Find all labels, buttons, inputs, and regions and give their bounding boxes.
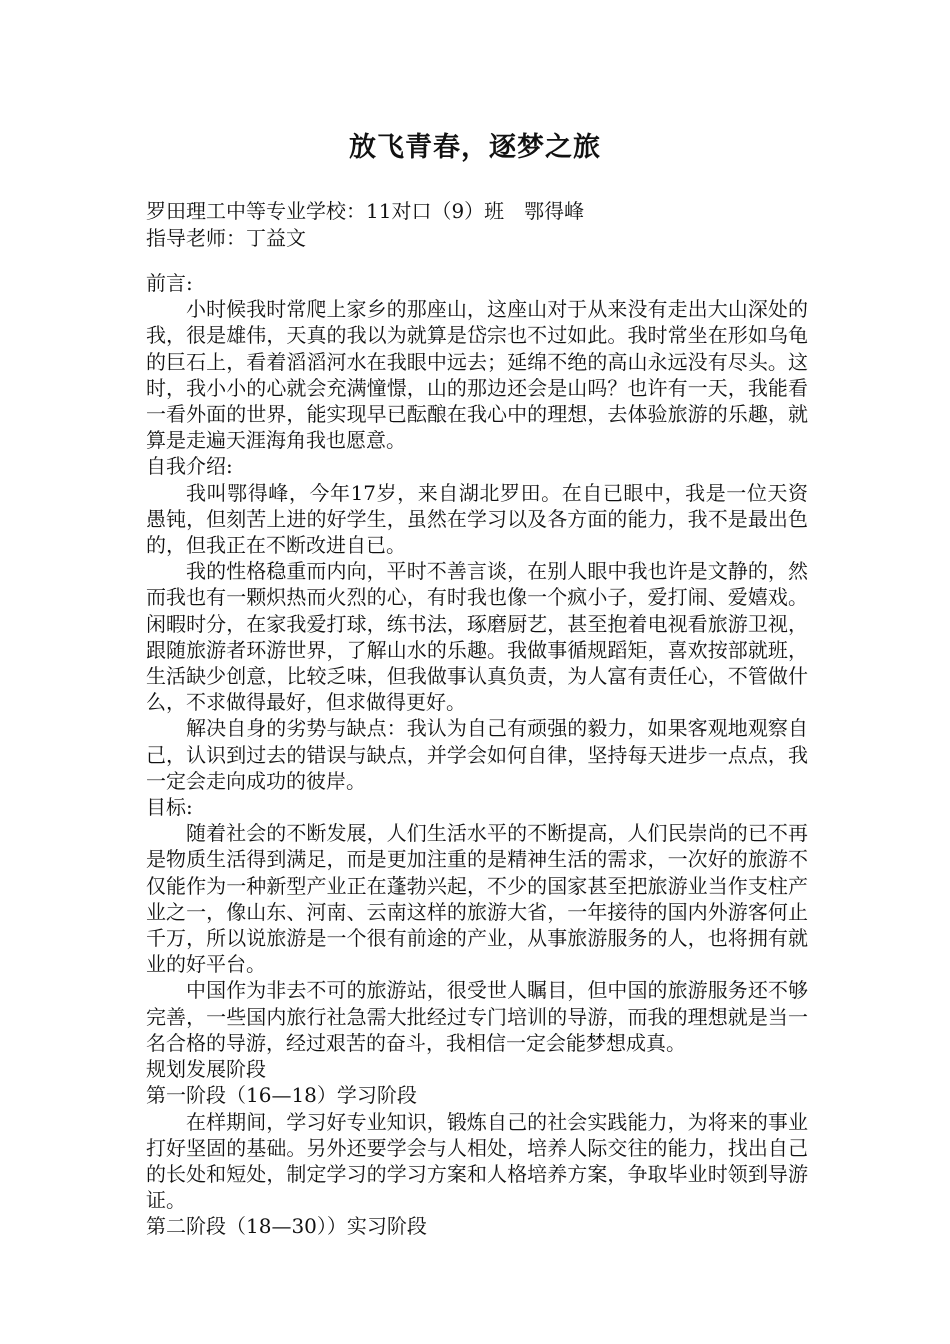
intro-paragraph-3: 解决自身的劣势与缺点：我认为自己有顽强的毅力，如果客观地观察自己，认识到过去的错误与缺点，并学会如何自律，坚持每天进步一点点，我一定会走向成功的彼岸。	[146, 716, 808, 793]
document-title: 放飞青春，逐梦之旅	[349, 132, 601, 163]
preface-heading: 前言:	[146, 271, 193, 295]
document-meta	[146, 198, 816, 252]
author-line: 罗田理工中等专业学校：11对口（9）班 鄂得峰	[146, 199, 585, 223]
document-body	[146, 270, 808, 1240]
preface-paragraph: 小时候我时常爬上家乡的那座山，这座山对于从来没有走出大山深处的我，很是雄伟，天真的我以为就算是岱宗也不过如此。我时常坐在形如乌龟的巨石上，看着滔滔河水在我眼中远去；延绵不绝的高山永远没有尽头。这时，我小小的心就会充满憧憬，山的那边还会是山吗？也许有一天，我能看一看外面的世界，能实现早已酝酿在我心中的理想，去体验旅游的乐趣，就算是走遍天涯海角我也愿意。	[146, 297, 808, 453]
goal-paragraph-1: 随着社会的不断发展，人们生活水平的不断提高，人们民崇尚的已不再是物质生活得到满足，而是更加注重的是精神生活的需求，一次好的旅游不仅能作为一种新型产业正在蓬勃兴起，不少的国家甚至把旅游业当作支柱产业之一，像山东、河南、云南这样的旅游大省，一年接待的国内外游客何止千万，所以说旅游是一个很有前途的产业，从事旅游服务的人，也将拥有就业的好平台。	[146, 821, 808, 977]
stage-2-heading: 第二阶段（18—30））实习阶段	[146, 1214, 427, 1239]
teacher-line: 指导老师：丁益文	[146, 226, 306, 250]
intro-paragraph-2: 我的性格稳重而内向，平时不善言谈，在别人眼中我也许是文静的，然而我也有一颗炽热而火烈的心，有时我也像一个疯小子，爱打闹、爱嬉戏。闲暇时分，在家我爱打球，练书法，琢磨厨艺，甚至抱着电视看旅游卫视，跟随旅游者环游世界，了解山水的乐趣。我做事循规蹈矩，喜欢按部就班，生活缺少创意，比较乏味，但我做事认真负责，为人富有责任心，不管做什么，不求做得最好，但求做得更好。	[146, 559, 808, 715]
intro-heading: 自我介绍:	[146, 454, 233, 479]
plan-heading: 规划发展阶段	[146, 1057, 266, 1082]
goal-paragraph-2: 中国作为非去不可的旅游站，很受世人瞩目，但中国的旅游服务还不够完善，一些国内旅行社急需大批经过专门培训的导游，而我的理想就是当一名合格的导游，经过艰苦的奋斗，我相信一定会能梦想成真。	[146, 978, 808, 1055]
stage-1-heading: 第一阶段（16—18）学习阶段	[146, 1083, 417, 1108]
goal-heading: 目标:	[146, 795, 193, 820]
stage-1-paragraph: 在样期间，学习好专业知识，锻炼自己的社会实践能力，为将来的事业打好坚固的基础。另外还要学会与人相处，培养人际交往的能力，找出自己的长处和短处，制定学习的学习方案和人格培养方案，争取毕业时领到导游证。	[146, 1109, 808, 1213]
intro-paragraph-1: 我叫鄂得峰，今年17岁，来自湖北罗田。在自已眼中，我是一位天资愚钝，但刻苦上进的好学生，虽然在学习以及各方面的能力，我不是最出色的，但我正在不断改进自已。	[146, 480, 808, 558]
